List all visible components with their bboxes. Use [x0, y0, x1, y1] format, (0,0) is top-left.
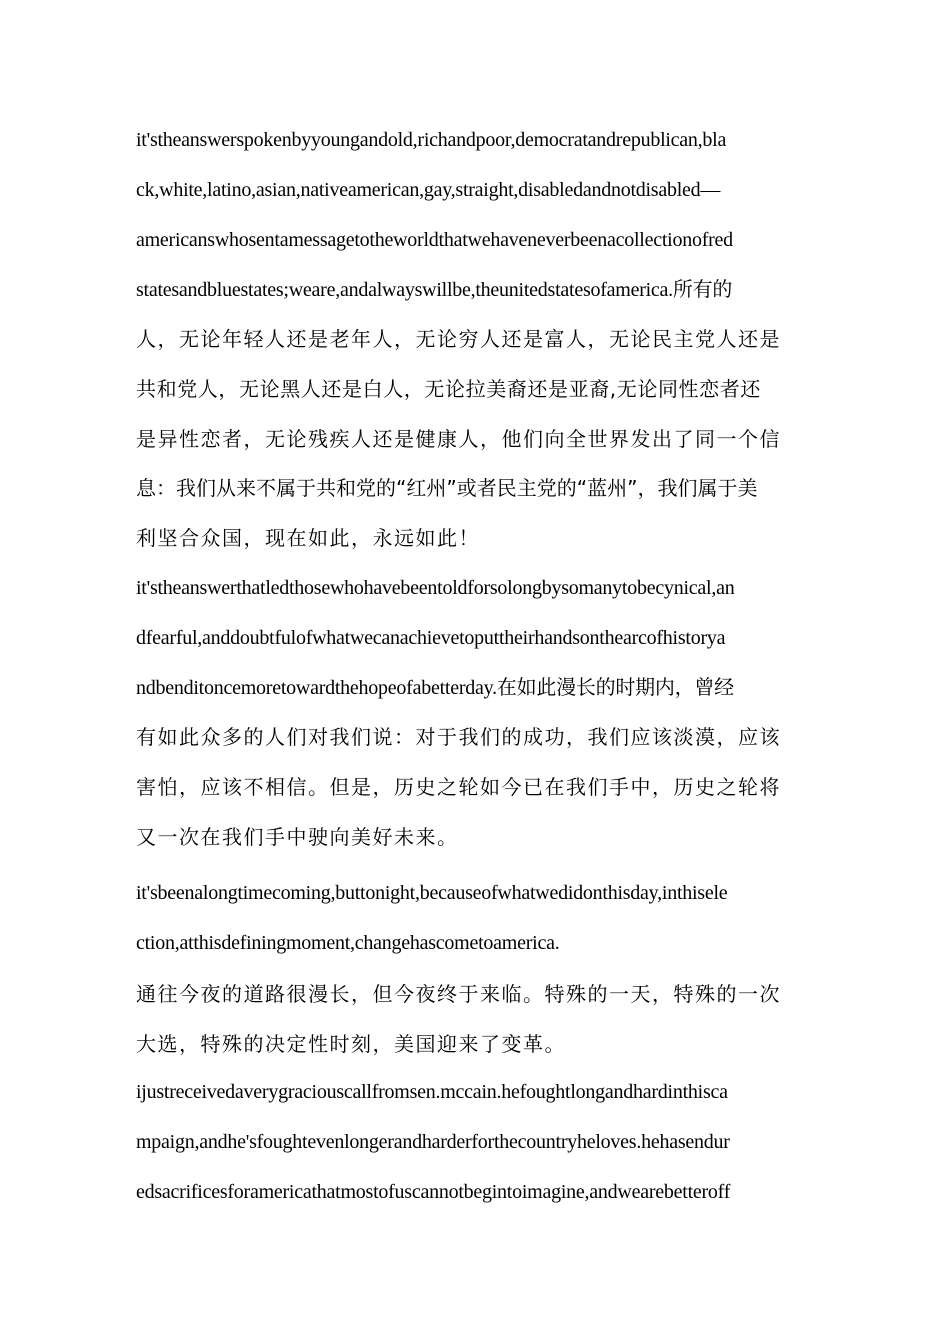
text-line: 通往今夜的道路很漫长，但今夜终于来临。特殊的一天，特殊的一次	[136, 982, 781, 1006]
text-line: 人，无论年轻人还是老年人，无论穷人还是富人，无论民主党人还是	[136, 327, 781, 351]
text-line: it'stheanswerthatledthosewhohavebeentoldforsolongbysomanytobecynical,an	[136, 577, 735, 599]
text-line: ck,white,latino,asian,nativeamerican,gay,straight,disabledandnotdisabled—	[136, 179, 721, 201]
text-line: it'sbeenalongtimecoming,buttonight,becauseofwhatwedidonthisday,inthisele	[136, 882, 728, 904]
text-line: ction,atthisdefiningmoment,changehascometoamerica.	[136, 932, 560, 954]
text-line: 共和党人，无论黑人还是白人，无论拉美裔还是亚裔,无论同性恋者还	[136, 377, 761, 401]
text-line: 害怕，应该不相信。但是，历史之轮如今已在我们手中，历史之轮将	[136, 775, 781, 799]
text-line: ijustreceivedaverygraciouscallfromsen.mccain.hefoughtlongandhardinthisca	[136, 1081, 728, 1103]
text-line: statesandbluestates;weare,andalwayswillbe,theunitedstatesofamerica.所有的	[136, 279, 733, 301]
text-line: americanswhosentamessagetotheworldthatwehaveneverbeenacollectionofred	[136, 229, 733, 251]
text-line: ndbenditoncemoretowardthehopeofabetterday.在如此漫长的时期内，曾经	[136, 677, 734, 699]
text-line: 又一次在我们手中驶向美好未来。	[136, 825, 459, 849]
text-line: dfearful,anddoubtfulofwhatwecanachievetoputtheirhandsonthearcofhistorya	[136, 627, 726, 649]
text-line: 息：我们从来不属于共和党的“红州”或者民主党的“蓝州”，我们属于美	[136, 476, 758, 500]
text-line: 是异性恋者，无论残疾人还是健康人，他们向全世界发出了同一个信	[136, 427, 781, 451]
text-line: 利坚合众国，现在如此，永远如此！	[136, 526, 480, 550]
text-line: 大选，特殊的决定性时刻，美国迎来了变革。	[136, 1032, 566, 1056]
text-line: edsacrificesforamericathatmostofuscannotbegintoimagine,andwearebetteroff	[136, 1181, 731, 1203]
text-line: 有如此众多的人们对我们说：对于我们的成功，我们应该淡漠，应该	[136, 725, 781, 749]
text-line: mpaign,andhe'sfoughtevenlongerandharderforthecountryheloves.hehasendur	[136, 1131, 730, 1153]
text-line: it'stheanswerspokenbyyoungandold,richandpoor,democratandrepublican,bla	[136, 129, 727, 151]
